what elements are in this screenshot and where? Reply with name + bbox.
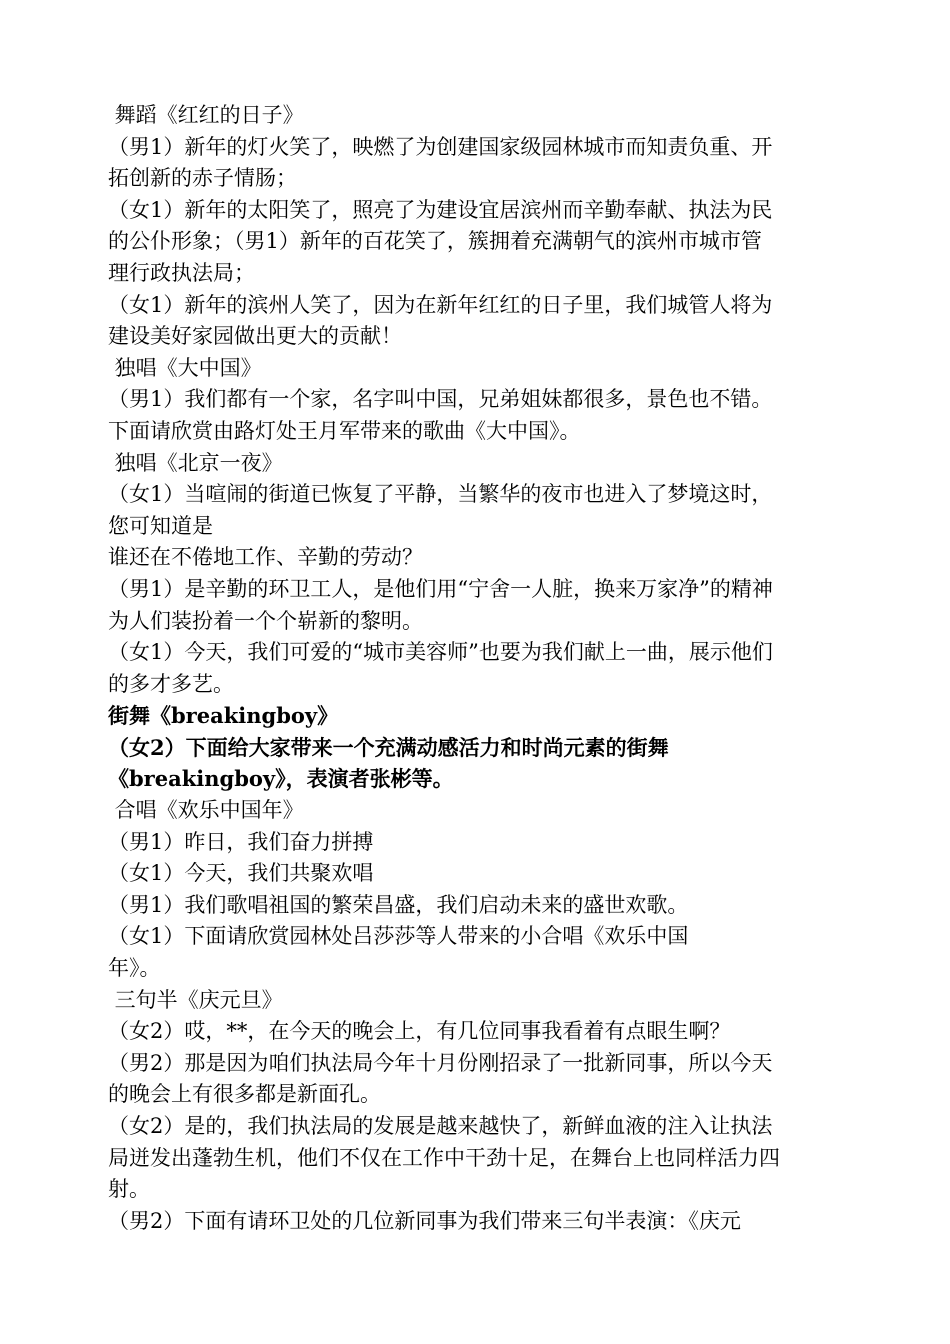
text-line: （女1）今天，我们可爱的“城市美容师”也要为我们献上一曲，展示他们 xyxy=(108,640,773,665)
text-line: （女1）当喧闹的街道已恢复了平静，当繁华的夜市也进入了梦境这时， xyxy=(108,482,773,507)
text-line: 建设美好家园做出更大的贡献！ xyxy=(108,324,402,349)
text-line: 的公仆形象；（男1）新年的百花笑了，簇拥着充满朝气的滨州市城市管 xyxy=(108,229,762,254)
text-line: 谁还在不倦地工作、辛勤的劳动？ xyxy=(108,545,423,570)
program-title-sketch: 三句半《庆元旦》 xyxy=(108,987,283,1012)
text-line: 理行政执法局； xyxy=(108,260,255,285)
program-title-dance: 舞蹈《红红的日子》 xyxy=(108,103,304,127)
text-line: 下面请欣赏由路灯处王月军带来的歌曲《大中国》。 xyxy=(108,418,581,443)
program-title-chorus: 合唱《欢乐中国年》 xyxy=(108,798,304,823)
text-line: 为人们装扮着一个个崭新的黎明。 xyxy=(108,608,423,633)
text-line: （男2）下面有请环卫处的几位新同事为我们带来三句半表演：《庆元 xyxy=(108,1208,741,1233)
program-title-street-dance: 街舞《breakingboy》 xyxy=(108,703,339,729)
text-line: （女1）今天，我们共聚欢唱 xyxy=(108,861,374,886)
text-line: （女1）新年的滨州人笑了，因为在新年红红的日子里，我们城管人将为 xyxy=(108,292,773,317)
text-line: 年》。 xyxy=(108,956,161,981)
text-line: （男1）我们都有一个家，名字叫中国，兄弟姐妹都很多，景色也不错。 xyxy=(108,387,773,412)
text-line: （男1）昨日，我们奋力拼搏 xyxy=(108,829,374,854)
text-line: （男1）我们歌唱祖国的繁荣昌盛，我们启动未来的盛世欢歌。 xyxy=(108,892,689,917)
text-line: 《breakingboy》，表演者张彬等。 xyxy=(108,766,454,792)
text-line: 的晚会上有很多都是新面孔。 xyxy=(108,1082,381,1107)
text-line: （女2）下面给大家带来一个充满动感活力和时尚元素的街舞 xyxy=(108,734,669,760)
program-title-solo-1: 独唱《大中国》 xyxy=(108,355,262,380)
text-line: 局迸发出蓬勃生机，他们不仅在工作中干劲十足，在舞台上也同样活力四 xyxy=(108,1145,780,1170)
text-line: （男2）那是因为咱们执法局今年十月份刚招录了一批新同事，所以今天 xyxy=(108,1050,773,1075)
text-line: （男1）新年的灯火笑了，映燃了为创建国家级园林城市而知责负重、开 xyxy=(108,134,773,159)
text-line: 射。 xyxy=(108,1177,150,1202)
program-title-solo-2: 独唱《北京一夜》 xyxy=(108,450,283,475)
text-line: （男1）是辛勤的环卫工人，是他们用“宁舍一人脏，换来万家净”的精神 xyxy=(108,576,773,601)
text-line: （女2）是的，我们执法局的发展是越来越快了，新鲜血液的注入让执法 xyxy=(108,1114,773,1138)
text-line: 您可知道是 xyxy=(108,513,213,538)
script-text-body xyxy=(108,100,868,1237)
text-line: 拓创新的赤子情肠； xyxy=(108,166,297,191)
text-line: 的多才多艺。 xyxy=(108,671,234,696)
text-line: （女2）哎，**，在今天的晚会上，有几位同事我看着有点眼生啊？ xyxy=(108,1019,731,1044)
text-line: （女1）新年的太阳笑了，照亮了为建设宜居滨州而辛勤奉献、执法为民 xyxy=(108,197,773,222)
text-line: （女1）下面请欣赏园林处吕莎莎等人带来的小合唱《欢乐中国 xyxy=(108,924,689,949)
